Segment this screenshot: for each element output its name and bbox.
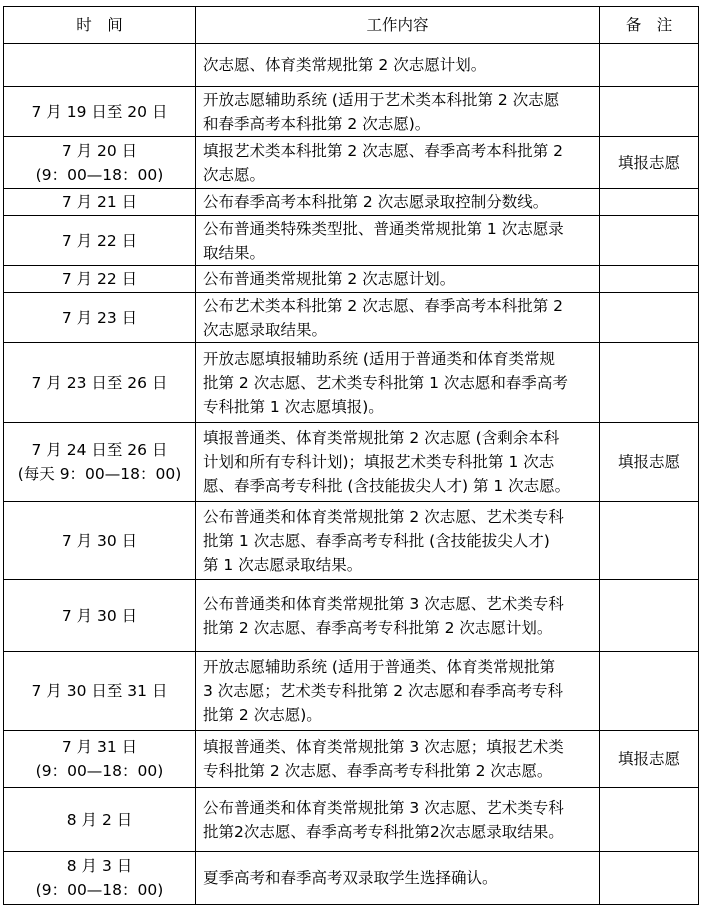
content-line: 次志愿录取结果。 <box>203 320 328 339</box>
note-line: 填报志愿 <box>617 453 680 471</box>
time-line: 7 月 22 日 <box>61 231 138 250</box>
content-cell <box>196 652 600 731</box>
content-line: 开放志愿填报辅助系统 (适用于普通类和体育类常规 <box>203 349 555 368</box>
table-row <box>4 343 699 423</box>
time-line: 8 月 2 日 <box>66 810 133 829</box>
content-line: 专科批第 1 次志愿填报)。 <box>203 397 384 416</box>
content-line: 取结果。 <box>203 243 266 262</box>
header-note: 备 注 <box>600 7 699 44</box>
content-line: 次志愿、体育类常规批第 2 次志愿计划。 <box>203 56 487 74</box>
table-row <box>4 652 699 731</box>
time-cell <box>4 788 196 852</box>
time-line: (9：00—18：00) <box>35 762 164 780</box>
content-line: 夏季高考和春季高考双录取学生选择确认。 <box>203 869 498 887</box>
time-line: 7 月 19 日至 20 日 <box>31 102 168 121</box>
content-line: 批第 2 次志愿)。 <box>203 706 322 724</box>
time-cell <box>4 502 196 580</box>
time-cell <box>4 423 196 502</box>
table-row <box>4 423 699 502</box>
time-cell <box>4 580 196 652</box>
time-line: 7 月 31 日 <box>61 738 138 756</box>
table-row <box>4 87 699 137</box>
time-line: 7 月 21 日 <box>61 193 138 211</box>
time-cell <box>4 137 196 189</box>
time-cell <box>4 293 196 343</box>
content-cell <box>196 293 600 343</box>
content-line: 和春季高考本科批第 2 次志愿)。 <box>203 114 431 133</box>
content-line: 公布普通类和体育类常规批第 3 次志愿、艺术类专科 <box>203 594 564 613</box>
table-row <box>4 44 699 87</box>
content-line: 3 次志愿；艺术类专科批第 2 次志愿和春季高考专科 <box>203 682 564 700</box>
table-row <box>4 189 699 216</box>
note-cell <box>600 216 699 266</box>
time-line: 7 月 30 日 <box>61 606 138 625</box>
note-cell <box>600 44 699 87</box>
content-line: 填报艺术类本科批第 2 次志愿、春季高考本科批第 2 <box>203 141 564 160</box>
content-line: 次志愿。 <box>203 165 266 184</box>
note-cell <box>600 137 699 189</box>
note-cell <box>600 293 699 343</box>
table-row <box>4 502 699 580</box>
table-row <box>4 788 699 852</box>
content-line: 公布春季高考本科批第 2 次志愿录取控制分数线。 <box>203 193 549 211</box>
time-line: 7 月 30 日 <box>61 531 138 550</box>
content-line: 第 1 次志愿录取结果。 <box>203 555 363 574</box>
note-cell <box>600 189 699 216</box>
note-line: 填报志愿 <box>617 750 680 768</box>
content-line: 公布普通类特殊类型批、普通类常规批第 1 次志愿录 <box>203 219 564 238</box>
note-cell <box>600 423 699 502</box>
content-cell <box>196 137 600 189</box>
header-content: 工作内容 <box>196 7 600 44</box>
content-cell <box>196 788 600 852</box>
content-line: 愿、春季高考专科批 (含技能拔尖人才) 第 1 次志愿。 <box>203 477 571 495</box>
table-row <box>4 852 699 905</box>
content-line: 专科批第 2 次志愿、春季高考专科批第 2 次志愿。 <box>203 762 553 780</box>
content-cell <box>196 216 600 266</box>
time-line: (每天 9：00—18：00) <box>17 465 182 483</box>
content-line: 批第 2 次志愿、艺术类专科批第 1 次志愿和春季高考 <box>203 373 568 392</box>
note-cell <box>600 852 699 905</box>
content-cell <box>196 266 600 293</box>
table-row <box>4 216 699 266</box>
note-cell <box>600 731 699 788</box>
content-line: 批第 1 次志愿、春季高考专科批 (含技能拔尖人才) <box>203 531 550 550</box>
time-line: 7 月 23 日 <box>61 308 138 327</box>
schedule-body <box>4 44 699 905</box>
content-line: 填报普通类、体育类常规批第 3 次志愿；填报艺术类 <box>203 738 564 756</box>
time-cell <box>4 87 196 137</box>
table-row <box>4 580 699 652</box>
table-row <box>4 137 699 189</box>
note-cell <box>600 502 699 580</box>
note-line: 填报志愿 <box>617 153 680 172</box>
time-line: 7 月 30 日至 31 日 <box>31 682 168 700</box>
content-cell <box>196 189 600 216</box>
time-line: 7 月 22 日 <box>61 270 138 288</box>
time-line: (9：00—18：00) <box>35 881 164 899</box>
schedule-table <box>3 6 699 905</box>
content-line: 开放志愿辅助系统 (适用于普通类、体育类常规批第 <box>203 658 555 676</box>
table-header-row <box>4 7 699 44</box>
content-line: 批第 2 次志愿、春季高考专科批第 2 次志愿计划。 <box>203 618 553 637</box>
time-line: 7 月 24 日至 26 日 <box>31 441 168 459</box>
time-line: 7 月 23 日至 26 日 <box>31 373 168 392</box>
content-line: 公布艺术类本科批第 2 次志愿、春季高考本科批第 2 <box>203 296 564 315</box>
time-cell <box>4 266 196 293</box>
table-row <box>4 266 699 293</box>
content-line: 计划和所有专科计划)；填报艺术类专科批第 1 次志 <box>203 453 555 471</box>
content-line: 开放志愿辅助系统 (适用于艺术类本科批第 2 次志愿 <box>203 90 560 109</box>
content-cell <box>196 423 600 502</box>
content-cell <box>196 731 600 788</box>
note-cell <box>600 266 699 293</box>
content-cell <box>196 44 600 87</box>
note-cell <box>600 343 699 423</box>
time-cell <box>4 216 196 266</box>
content-cell <box>196 502 600 580</box>
table-row <box>4 293 699 343</box>
note-cell <box>600 652 699 731</box>
note-cell <box>600 788 699 852</box>
time-cell <box>4 852 196 905</box>
content-line: 批第2次志愿、春季高考专科批第2次志愿录取结果。 <box>203 822 564 841</box>
time-cell <box>4 343 196 423</box>
content-line: 公布普通类和体育类常规批第 2 次志愿、艺术类专科 <box>203 507 564 526</box>
content-cell <box>196 343 600 423</box>
content-line: 填报普通类、体育类常规批第 2 次志愿 (含剩余本科 <box>203 429 560 447</box>
content-line: 公布普通类常规批第 2 次志愿计划。 <box>203 270 456 288</box>
content-cell <box>196 87 600 137</box>
note-cell <box>600 87 699 137</box>
time-cell <box>4 731 196 788</box>
content-line: 公布普通类和体育类常规批第 3 次志愿、艺术类专科 <box>203 798 564 817</box>
time-cell <box>4 189 196 216</box>
time-cell <box>4 652 196 731</box>
time-cell <box>4 44 196 87</box>
content-cell <box>196 580 600 652</box>
note-cell <box>600 580 699 652</box>
header-time: 时 间 <box>4 7 196 44</box>
table-row <box>4 731 699 788</box>
content-cell <box>196 852 600 905</box>
time-line: (9：00—18：00) <box>35 165 164 184</box>
time-line: 7 月 20 日 <box>61 141 138 160</box>
time-line: 8 月 3 日 <box>66 857 133 875</box>
